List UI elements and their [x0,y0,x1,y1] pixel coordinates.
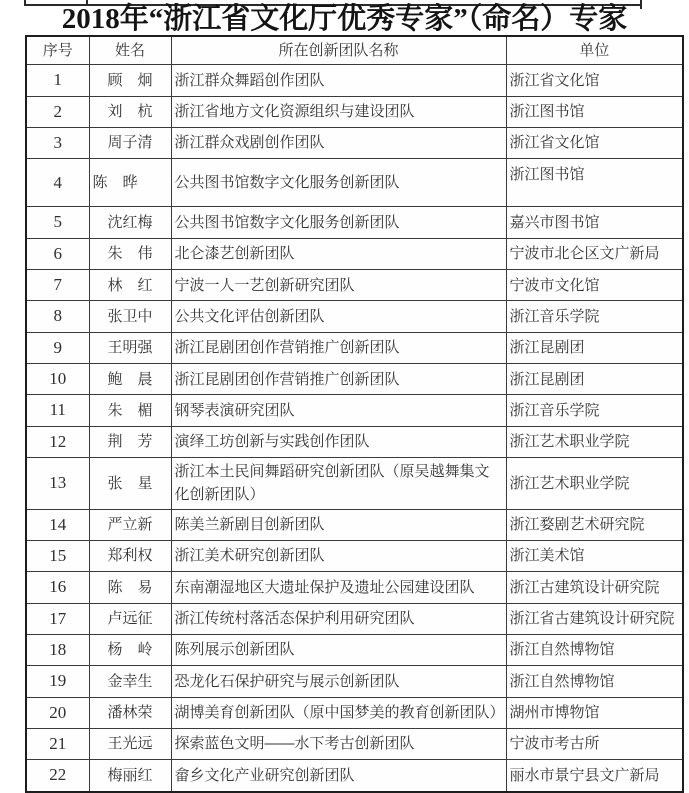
cell-no: 5 [26,207,89,238]
cell-name: 梅丽红 [89,760,171,792]
cell-unit: 嘉兴市图书馆 [506,207,683,238]
cell-unit: 浙江艺术职业学院 [506,426,683,457]
cell-team: 北仑漆艺创新团队 [171,238,506,269]
cell-no: 10 [26,364,89,395]
cell-no: 3 [26,127,89,158]
table-row [26,364,683,395]
table-row [26,269,683,300]
cell-name: 鲍 晨 [89,364,171,395]
cell-unit: 浙江音乐学院 [506,395,683,426]
table-header [26,36,683,65]
cell-no: 13 [26,458,89,510]
table-row [26,96,683,127]
table-row [26,728,683,759]
page-title: 2018年“浙江省文化厅优秀专家”（命名）专家 [61,3,628,35]
cell-unit: 湖州市博物馆 [506,697,683,728]
cell-team: 浙江群众舞蹈创作团队 [171,65,506,96]
cell-team: 浙江省地方文化资源组织与建设团队 [171,96,506,127]
table-row [26,301,683,332]
cell-team: 钢琴表演研究团队 [171,395,506,426]
cell-no: 19 [26,666,89,697]
cell-unit: 浙江省古建筑设计研究院 [506,603,683,634]
table-row [26,458,683,510]
cell-no: 17 [26,603,89,634]
cell-unit: 浙江图书馆 [506,159,683,207]
cell-unit: 浙江省文化馆 [506,65,683,96]
header-cell-no: 序号 [26,36,89,65]
cell-name: 沈红梅 [89,207,171,238]
cell-unit: 丽水市景宁县文广新局 [506,760,683,792]
cell-unit: 浙江昆剧团 [506,332,683,363]
table-row [26,666,683,697]
table-row [26,634,683,665]
table-row [26,760,683,792]
cell-team: 公共文化评估创新团队 [171,301,506,332]
cell-no: 18 [26,634,89,665]
table-row [26,238,683,269]
cell-name: 金幸生 [89,666,171,697]
cell-name: 顾 炯 [89,65,171,96]
cell-team: 陈列展示创新团队 [171,634,506,665]
table-row [26,207,683,238]
cell-name: 陈 易 [89,572,171,603]
cell-team: 公共图书馆数字文化服务创新团队 [171,159,506,207]
cell-unit: 浙江昆剧团 [506,364,683,395]
header-cell-team: 所在创新团队名称 [171,36,506,65]
cell-unit: 宁波市北仑区文广新局 [506,238,683,269]
header-cell-unit: 单位 [506,36,683,65]
cell-no: 14 [26,509,89,540]
cell-name: 杨 岭 [89,634,171,665]
cell-name: 卢远征 [89,603,171,634]
table-row [26,540,683,571]
cell-team: 浙江传统村落活态保护利用研究团队 [171,603,506,634]
cell-team: 东南潮湿地区大遗址保护及遗址公园建设团队 [171,572,506,603]
cell-team: 宁波一人一艺创新研究团队 [171,269,506,300]
cell-no: 15 [26,540,89,571]
cell-no: 22 [26,760,89,792]
cell-no: 7 [26,269,89,300]
cell-name: 陈 晔 [89,159,171,207]
cell-name: 林 红 [89,269,171,300]
cell-unit: 浙江美术馆 [506,540,683,571]
table-row [26,603,683,634]
cell-unit: 浙江省文化馆 [506,127,683,158]
cell-name: 王光远 [89,728,171,759]
table-body [26,65,683,792]
cell-team: 浙江群众戏剧创作团队 [171,127,506,158]
cell-team: 陈美兰新剧目创新团队 [171,509,506,540]
table-row [26,127,683,158]
cell-no: 11 [26,395,89,426]
cell-unit: 浙江音乐学院 [506,301,683,332]
cell-team: 浙江美术研究创新团队 [171,540,506,571]
table-row [26,65,683,96]
cell-no: 8 [26,301,89,332]
cell-no: 21 [26,728,89,759]
cell-unit: 浙江艺术职业学院 [506,458,683,510]
cell-team: 畲乡文化产业研究创新团队 [171,760,506,792]
cell-team: 浙江昆剧团创作营销推广创新团队 [171,332,506,363]
table-row [26,426,683,457]
cell-name: 荆 芳 [89,426,171,457]
header-row [26,36,683,65]
cell-no: 2 [26,96,89,127]
cell-unit: 浙江古建筑设计研究院 [506,572,683,603]
table-row [26,332,683,363]
cell-no: 6 [26,238,89,269]
table-row [26,509,683,540]
cell-team: 浙江昆剧团创作营销推广创新团队 [171,364,506,395]
header-cell-name: 姓名 [89,36,171,65]
table-row [26,572,683,603]
cell-no: 20 [26,697,89,728]
table-row [26,697,683,728]
cell-name: 王明强 [89,332,171,363]
cell-name: 张 星 [89,458,171,510]
cell-unit: 宁波市文化馆 [506,269,683,300]
cell-team: 浙江本土民间舞蹈研究创新团队（原吴越舞集文化创新团队） [171,458,506,510]
cell-name: 潘林荣 [89,697,171,728]
cell-name: 严立新 [89,509,171,540]
cell-unit: 浙江婺剧艺术研究院 [506,509,683,540]
cell-unit: 宁波市考古所 [506,728,683,759]
cell-team: 恐龙化石保护研究与展示创新团队 [171,666,506,697]
cell-no: 1 [26,65,89,96]
cell-name: 朱 楣 [89,395,171,426]
cell-name: 刘 杭 [89,96,171,127]
cell-name: 朱 伟 [89,238,171,269]
cell-no: 9 [26,332,89,363]
cell-name: 郑利权 [89,540,171,571]
cell-team: 探索蓝色文明——水下考古创新团队 [171,728,506,759]
cell-no: 16 [26,572,89,603]
table-row [26,395,683,426]
cell-no: 12 [26,426,89,457]
cell-team: 公共图书馆数字文化服务创新团队 [171,207,506,238]
cell-no: 4 [26,159,89,207]
cell-team: 湖博美育创新团队（原中国梦美的教育创新团队） [171,697,506,728]
cell-unit: 浙江自然博物馆 [506,666,683,697]
cell-name: 周子清 [89,127,171,158]
cell-unit: 浙江图书馆 [506,96,683,127]
experts-table [25,35,684,793]
cell-name: 张卫中 [89,301,171,332]
table-row [26,159,683,207]
cell-unit: 浙江自然博物馆 [506,634,683,665]
cell-team: 演绎工坊创新与实践创作团队 [171,426,506,457]
